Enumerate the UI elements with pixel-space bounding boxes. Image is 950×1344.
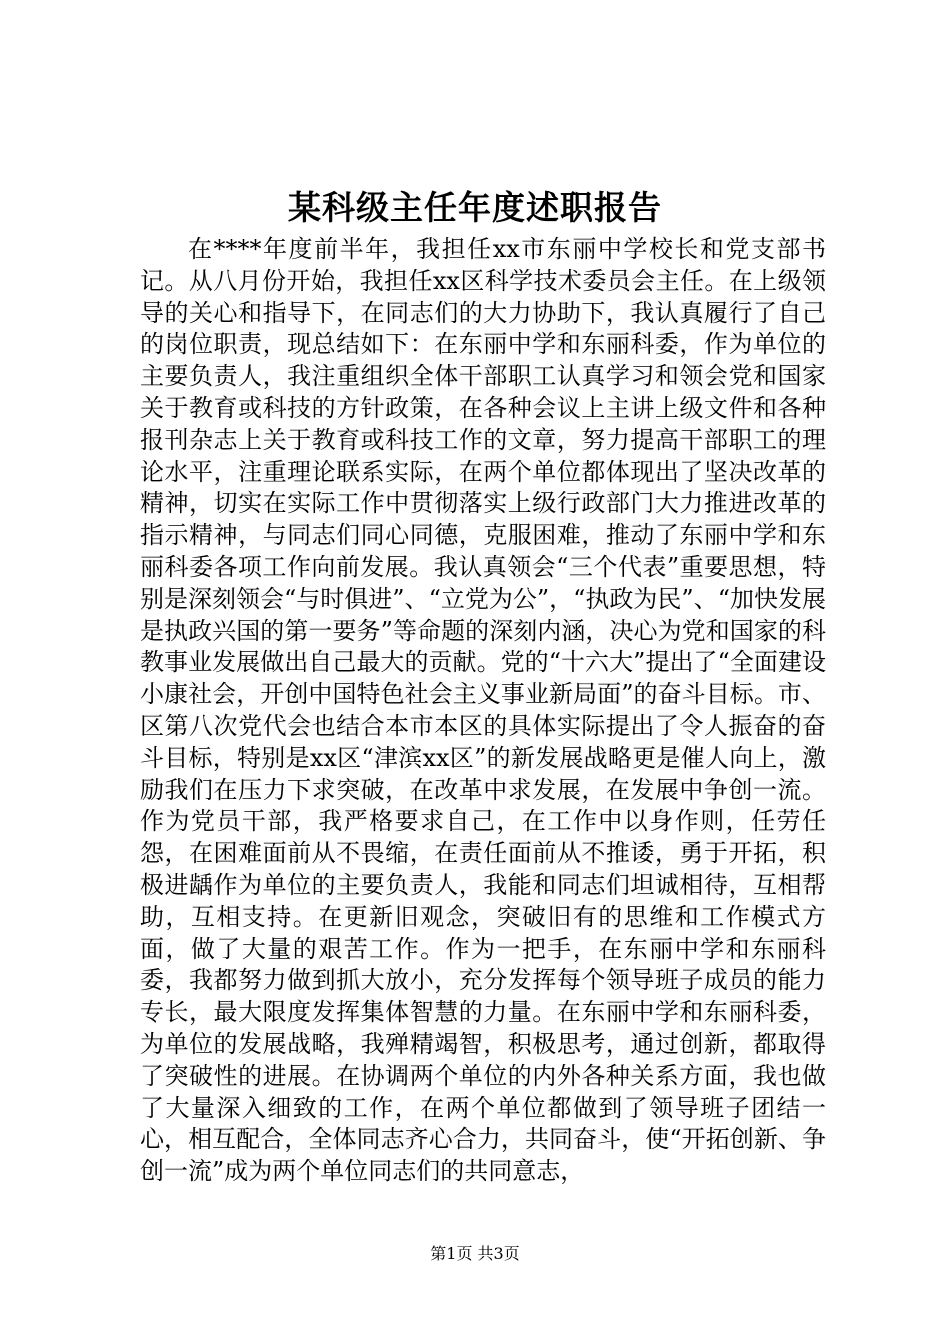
body-paragraph: 在****年度前半年，我担任xx市东丽中学校长和党支部书记。从八月份开始，我担任xx区科学技术委员会主任。在上级领导的关心和指导下，在同志们的大力协助下，我认真履行了自己的岗位职责，现总结如下：在东丽中学和东丽科委，作为单位的主要负责人，我注重组织全体干部职工认真学习和领会党和国家关于教育或科技的方针政策，在各种会议上主讲上级文件和各种报刊杂志上关于教育或科技工作的文章，努力提高干部职工的理论水平，注重理论联系实际，在两个单位都体现出了坚决改革的精神，切实在实际工作中贯彻落实上级行政部门大力推进改革的指示精神，与同志们同心同德，克服困难，推动了东丽中学和东丽科委各项工作向前发展。我认真领会“三个代表”重要思想，特别是深刻领会“与时俱进”、“立党为公”，“执政为民”、“加快发展是执政兴国的第一要务”等命题的深刻内涵，决心为党和国家的科教事业发展做出自己最大的贡献。党的“十六大”提出了“全面建设小康社会，开创中国特色社会主义事业新局面”的奋斗目标。市、区第八次党代会也结合本市本区的具体实际提出了令人振奋的奋斗目标，特别是xx区“津滨xx区”的新发展战略更是催人向上，激励我们在压力下求突破，在改革中求发展，在发展中争创一流。作为党员干部，我严格要求自己，在工作中以身作则，任劳任怨，在困难面前从不畏缩，在责任面前从不推诿，勇于开拓，积极进龋作为单位的主要负责人，我能和同志们坦诚相待，互相帮助，互相支持。在更新旧观念，突破旧有的思维和工作模式方面，做了大量的艰苦工作。作为一把手，在东丽中学和东丽科委，我都努力做到抓大放小，充分发挥每个领导班子成员的能力专长，最大限度发挥集体智慧的力量。在东丽中学和东丽科委，为单位的发展战略，我殚精竭智，积极思考，通过创新，都取得了突破性的进展。在协调两个单位的内外各种关系方面，我也做了大量深入细致的工作，在两个单位都做到了领导班子团结一心，相互配合，全体同志齐心合力，共同奋斗，使“开拓创新、争创一流”成为两个单位同志们的共同意志， [140, 235, 826, 1186]
document-title: 某科级主任年度述职报告 [288, 188, 662, 227]
page-footer: 第1页 共3页 [430, 1244, 520, 1263]
